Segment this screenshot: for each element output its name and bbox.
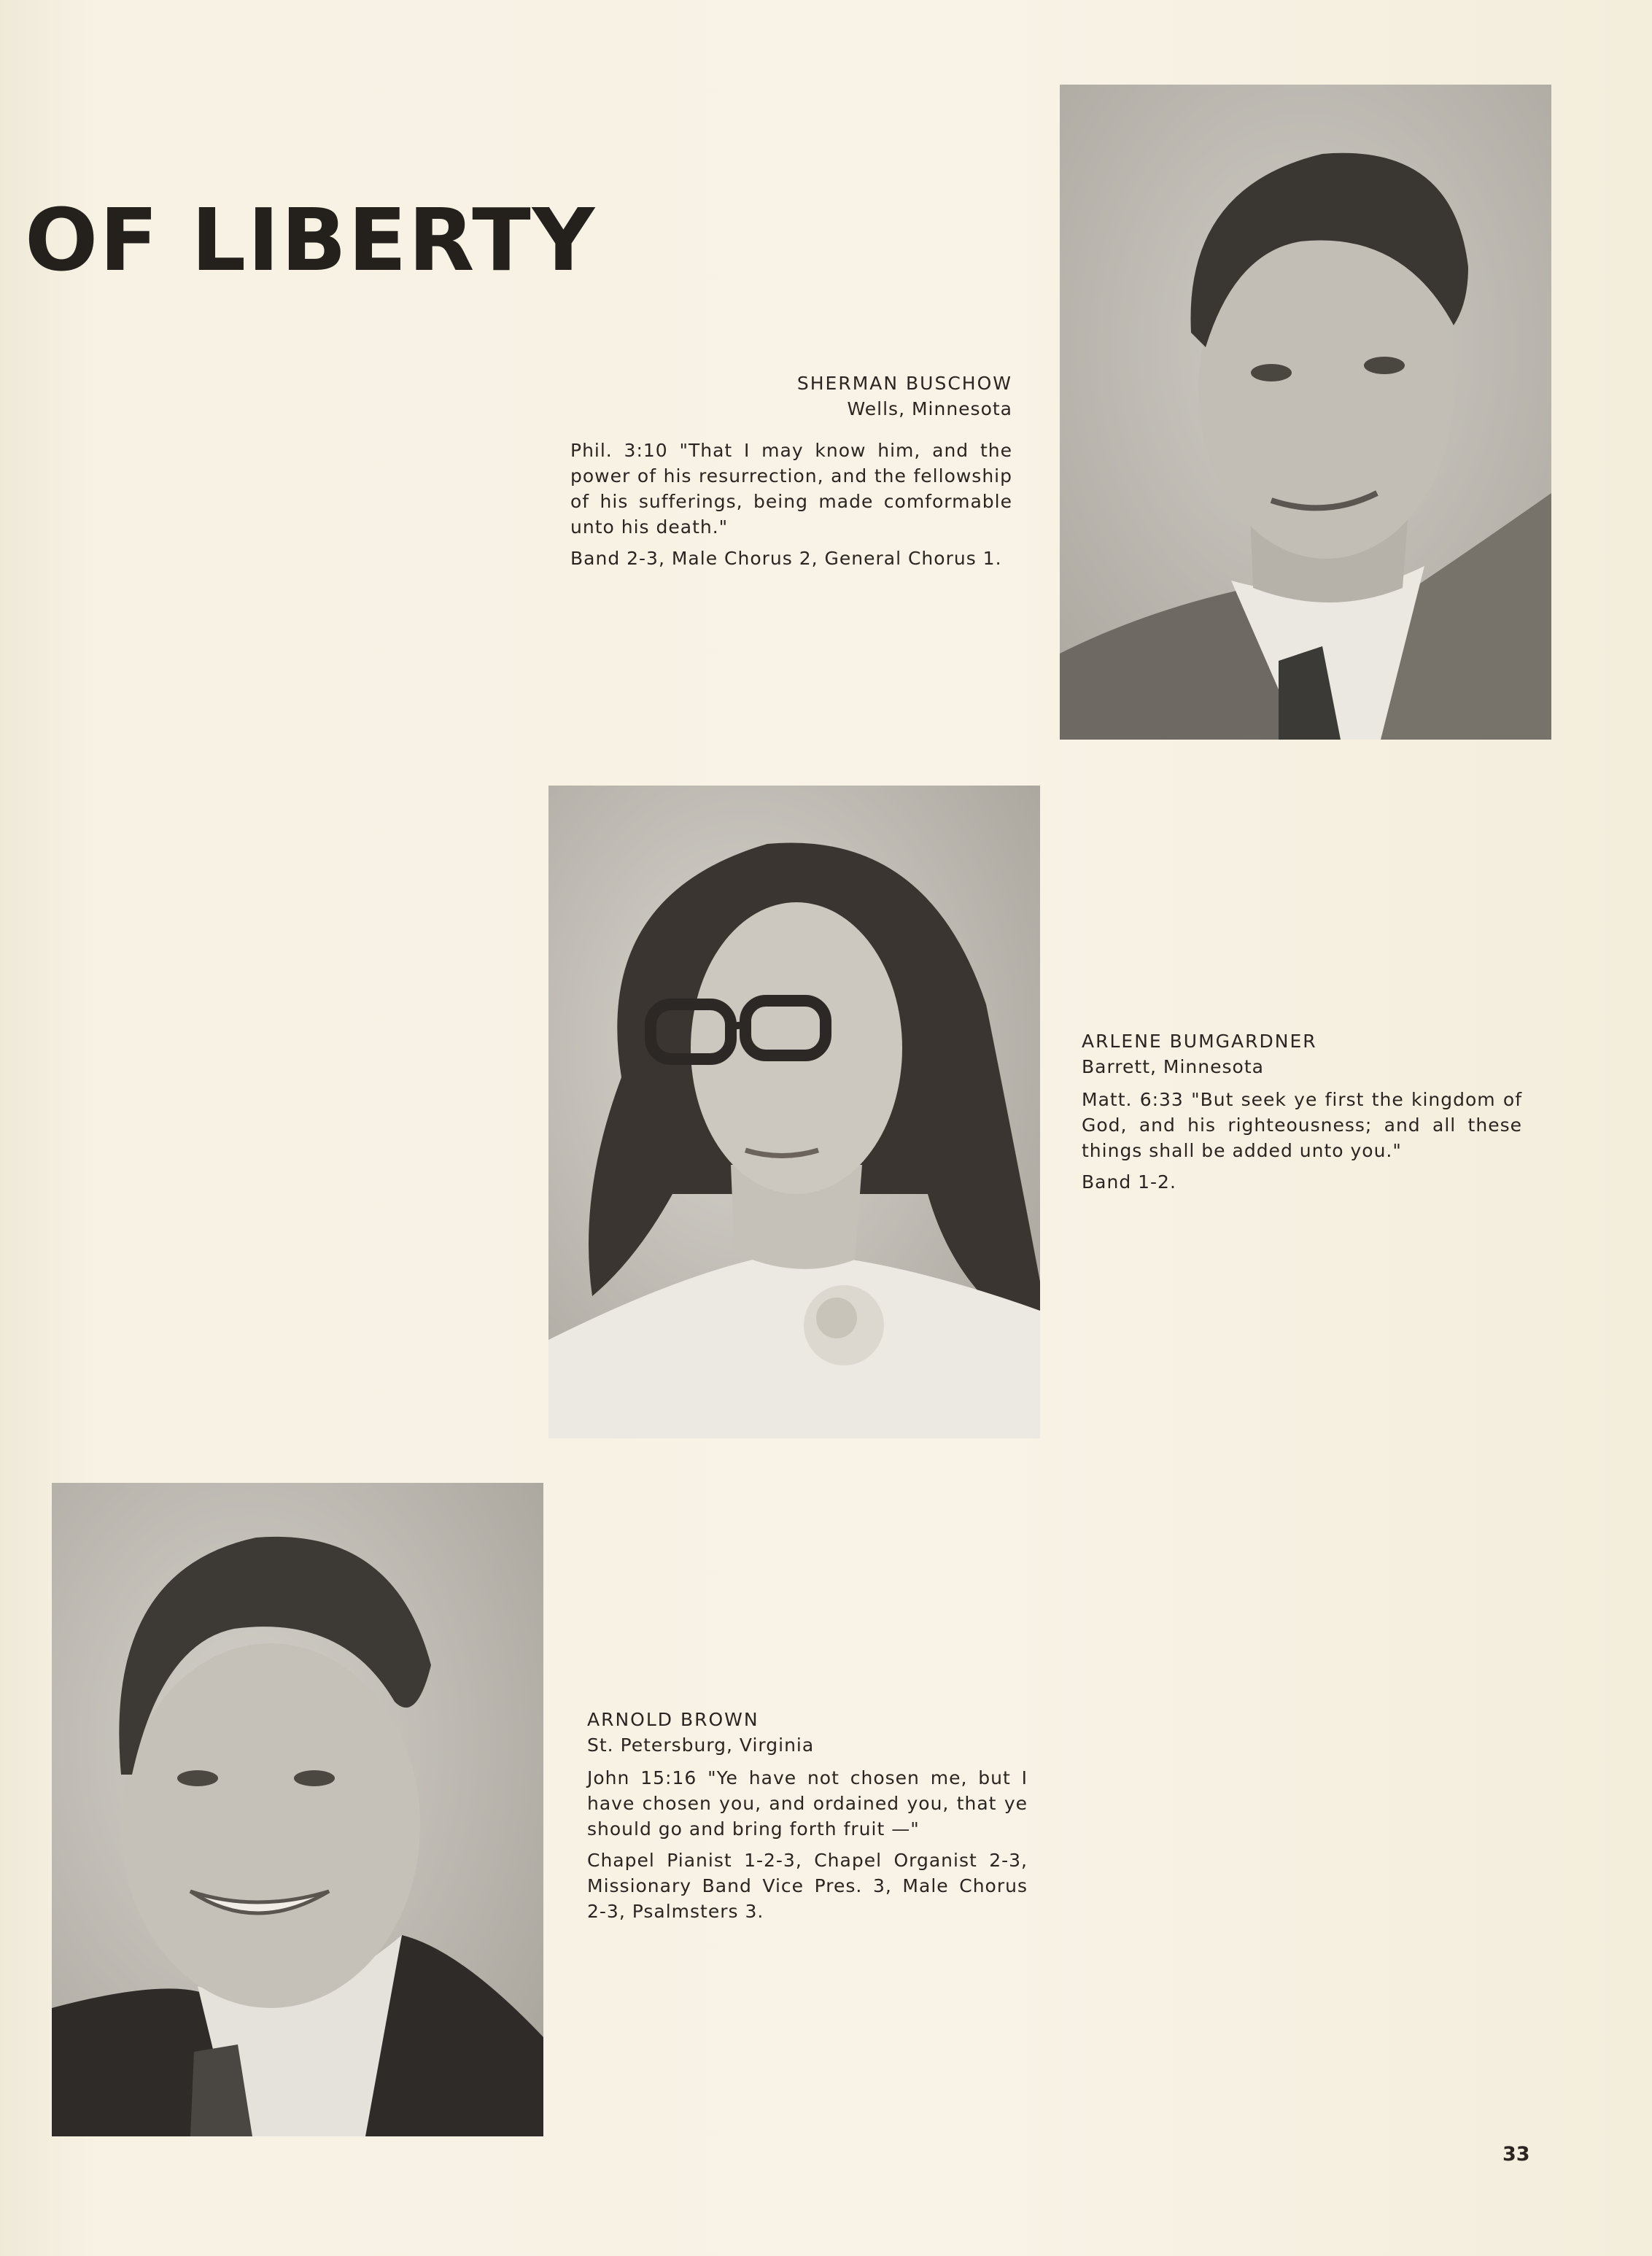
student-hometown: St. Petersburg, Virginia <box>587 1734 815 1756</box>
student-activities: Chapel Pianist 1-2-3, Chapel Organist 2-3, Missionary Band Vice Pres. 3, Male Chorus 2-3, Psalmsters 3. <box>587 1850 1028 1922</box>
student-details-sherman-buschow <box>570 430 1012 571</box>
page-number: 33 <box>1502 2143 1530 2166</box>
student-entry-arlene-bumgardner <box>1082 1028 1522 1195</box>
student-activities: Band 2-3, Male Chorus 2, General Chorus 1. <box>570 548 1002 569</box>
student-entry-sherman-buschow <box>570 371 1012 422</box>
portrait-photo-arnold-brown <box>52 1483 543 2136</box>
portrait-photo-arlene-bumgardner <box>548 786 1040 1438</box>
student-verse: Phil. 3:10 "That I may know him, and the power of his resurrection, and the fellowship of his sufferings, being made comformable unto his death." <box>570 440 1012 538</box>
portrait-photo-sherman-buschow <box>1060 85 1551 740</box>
student-activities: Band 1-2. <box>1082 1171 1176 1193</box>
student-name: SHERMAN BUSCHOW <box>796 373 1012 394</box>
student-hometown: Barrett, Minnesota <box>1082 1056 1264 1077</box>
student-name: ARNOLD BROWN <box>587 1709 759 1730</box>
student-hometown: Wells, Minnesota <box>847 398 1012 419</box>
student-verse: John 15:16 "Ye have not chosen me, but I have chosen you, and ordained you, that ye should go and bring forth fruit —" <box>587 1767 1028 1840</box>
page-heading: OF LIBERTY <box>25 190 597 290</box>
student-entry-arnold-brown <box>587 1707 1028 1924</box>
student-verse: Matt. 6:33 "But seek ye first the kingdom of God, and his righteousness; and all these things shall be added unto you." <box>1082 1089 1522 1161</box>
student-name: ARLENE BUMGARDNER <box>1082 1031 1317 1052</box>
